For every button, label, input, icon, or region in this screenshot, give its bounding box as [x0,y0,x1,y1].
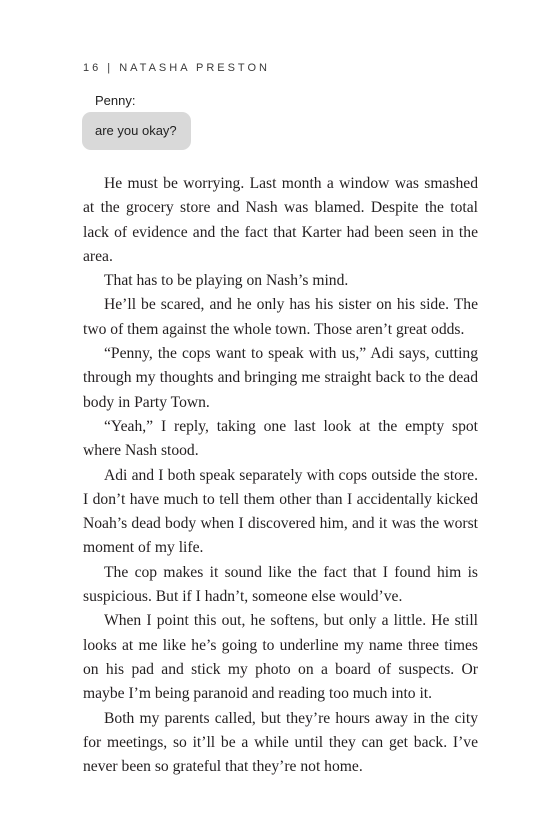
paragraph: Both my parents called, but they’re hours away in the city for meetings, so it’ll be a while until they can get back. I’ve never been so grateful that they’re not home. [83,709,478,776]
paragraph: “Yeah,” I reply, taking one last look at the empty spot where Nash stood. [83,417,478,460]
paragraph: When I point this out, he softens, but only a little. He still looks at me like he’s going to underline my name three times on his pad and stick my photo on a board of suspects. Or maybe I’m being paranoid and reading too much into it. [83,612,478,703]
message-bubble: are you okay? [82,112,191,150]
paragraph: He must be worrying. Last month a window was smashed at the grocery store and Nash was blamed. Despite the total lack of evidence and the fact that Karter had been seen in the area. [83,175,478,265]
paragraph: “Penny, the cops want to speak with us,” Adi says, cutting through my thoughts and bringing me straight back to the dead body in Party Town. [83,345,478,411]
paragraph: That has to be playing on Nash’s mind. [104,272,349,290]
paragraph: The cop makes it sound like the fact that I found him is suspicious. But if I hadn’t, someone else would’ve. [83,563,478,606]
body-text [83,172,478,779]
paragraph: Adi and I both speak separately with cops outside the store. I don’t have much to tell them other than I accidentally kicked Noah’s dead body when I discovered him, and it was the worst moment of my life. [83,466,478,557]
running-head: 16 | NATASHA PRESTON [83,62,270,74]
paragraph: He’ll be scared, and he only has his sister on his side. The two of them against the whole town. Those aren’t great odds. [83,296,478,338]
message-sender: Penny: [95,93,136,108]
